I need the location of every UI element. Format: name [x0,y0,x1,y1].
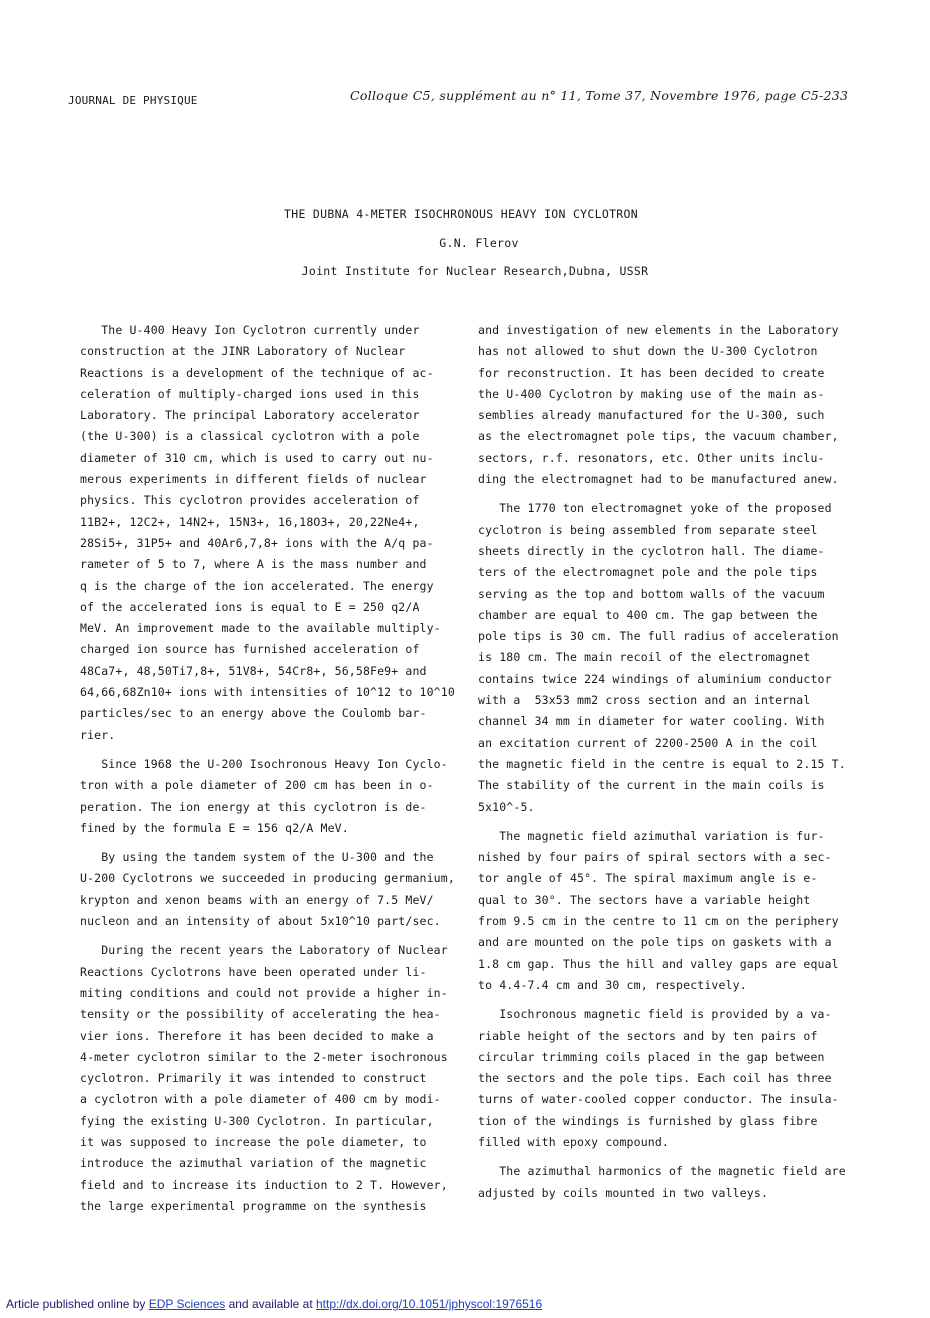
text-line: pole tips is 30 cm. The full radius of acceleration [478,629,839,644]
text-line: ters of the electromagnet pole and the pole tips [478,565,818,580]
text-line: rier. [80,727,116,742]
text-line: The magnetic field azimuthal variation is fur- [478,828,825,843]
text-line: The azimuthal harmonics of the magnetic field are [478,1164,846,1179]
text-line: By using the tandem system of the U-300 and the [80,850,434,865]
right-column-paragraph [478,826,854,996]
right-column-paragraph [478,498,854,817]
text-line: a cyclotron with a pole diameter of 400 cm by modi- [80,1092,441,1107]
text-line: physics. This cyclotron provides acceleration of [80,493,420,508]
text-line: it was supposed to increase the pole diameter, to [80,1134,427,1149]
text-line: vier ions. Therefore it has been decided to make a [80,1028,434,1043]
text-line: circular trimming coils placed in the gap between [478,1049,825,1064]
right-column-paragraph [478,320,854,490]
text-line: with a 53x53 mm2 cross section and an internal [478,693,811,708]
text-line: fined by the formula E = 156 q2/A MeV. [80,820,349,835]
text-line: MeV. An improvement made to the available multiply- [80,621,441,636]
text-line: Reactions is a development of the technique of ac- [80,365,434,380]
text-line: and are mounted on the pole tips on gaskets with a [478,935,832,950]
doi-link[interactable]: http://dx.doi.org/10.1051/jphyscol:1976516 [315,1297,543,1311]
text-line: The 1770 ton electromagnet yoke of the proposed [478,501,832,516]
footer-notice [6,1297,542,1311]
text-line: sheets directly in the cyclotron hall. The diame- [478,543,825,558]
text-line: the large experimental programme on the synthesis [80,1198,427,1213]
text-line: sectors, r.f. resonators, etc. Other units inclu- [478,450,825,465]
text-line: field and to increase its induction to 2 T. However, [80,1177,448,1192]
text-line: as the electromagnet pole tips, the vacuum chamber, [478,429,839,444]
text-line: tor angle of 45°. The spiral maximum angle is e- [478,871,818,886]
text-line: Laboratory. The principal Laboratory accelerator [80,408,420,423]
text-line: (the U-300) is a classical cyclotron with a pole [80,429,420,444]
text-line: chamber are equal to 400 cm. The gap between the [478,607,818,622]
text-line: riable height of the sectors and by ten pairs of [478,1028,818,1043]
text-line: nished by four pairs of spiral sectors with a sec- [478,850,832,865]
text-line: from 9.5 cm in the centre to 11 cm on the periphery [478,914,839,929]
text-line: of the accelerated ions is equal to E = 250 q2/A [80,599,420,614]
publisher-link[interactable]: EDP Sciences [148,1297,226,1311]
text-line: to 4.4-7.4 cm and 30 cm, respectively. [478,977,747,992]
text-line: particles/sec to an energy above the Coulomb bar- [80,706,427,721]
article-affiliation: Joint Institute for Nuclear Research,Dubna, USSR [301,264,649,278]
text-line: ding the electromagnet had to be manufactured anew. [478,472,839,487]
text-line: is 180 cm. The main recoil of the electromagnet [478,650,811,665]
text-line: the magnetic field in the centre is equal to 2.15 T. [478,756,846,771]
text-line: 5x10^-5. [478,799,535,814]
text-line: 48Ca7+, 48,50Ti7,8+, 51V8+, 54Cr8+, 56,58Fe9+ and [80,663,427,678]
text-line: introduce the azimuthal variation of the magnetic [80,1156,427,1171]
text-line: filled with epoxy compound. [478,1134,669,1149]
text-line: 64,66,68Zn10+ ions with intensities of 10^12 to 10^10 [80,685,455,700]
text-line: adjusted by coils mounted in two valleys. [478,1185,769,1200]
text-line: nucleon and an intensity of about 5x10^10 part/sec. [80,914,441,929]
text-line: the sectors and the pole tips. Each coil has three [478,1071,832,1086]
text-line: The stability of the current in the main coils is [478,778,825,793]
text-line: diameter of 310 cm, which is used to carry out nu- [80,450,434,465]
text-line: turns of water-cooled copper conductor. The insula- [478,1092,839,1107]
text-line: tion of the windings is furnished by glass fibre [478,1113,818,1128]
left-column-paragraph [80,940,460,1217]
text-line: Since 1968 the U-200 Isochronous Heavy Ion Cyclo- [80,756,448,771]
text-line: cyclotron. Primarily it was intended to construct [80,1071,427,1086]
footer-middle: and available at [225,1297,316,1311]
text-line: krypton and xenon beams with an energy of 7.5 MeV/ [80,892,434,907]
text-line: tensity or the possibility of accelerating the hea- [80,1007,441,1022]
text-line: merous experiments in different fields of nuclear [80,472,427,487]
text-line: an excitation current of 2200-2500 A in the coil [478,735,818,750]
left-column-paragraph [80,847,460,932]
text-line: 4-meter cyclotron similar to the 2-meter isochronous [80,1049,448,1064]
right-column-paragraph [478,1004,854,1153]
text-line: the U-400 Cyclotron by making use of the main as- [478,386,825,401]
text-line: fying the existing U-300 Cyclotron. In particular, [80,1113,434,1128]
text-line: charged ion source has furnished acceleration of [80,642,420,657]
text-line: contains twice 224 windings of aluminium conductor [478,671,832,686]
text-line: rameter of 5 to 7, where A is the mass number and [80,557,427,572]
text-line: qual to 30°. The sectors have a variable height [478,892,811,907]
text-line: cyclotron is being assembled from separate steel [478,522,818,537]
text-line: 1.8 cm gap. Thus the hill and valley gaps are equal [478,956,839,971]
text-line: and investigation of new elements in the Laboratory [478,323,839,337]
text-line: tron with a pole diameter of 200 cm has been in o- [80,778,434,793]
right-column-paragraph [478,1161,854,1204]
text-line: During the recent years the Laboratory of Nuclear [80,943,448,958]
text-line: Reactions Cyclotrons have been operated under li- [80,964,427,979]
text-line: has not allowed to shut down the U-300 Cyclotron [478,344,818,359]
left-column-paragraph [80,754,460,839]
left-column-paragraph [80,320,460,746]
text-line: for reconstruction. It has been decided to create [478,365,825,380]
text-line: q is the charge of the ion accelerated. The energy [80,578,434,593]
text-line: channel 34 mm in diameter for water cooling. With [478,714,825,729]
text-line: construction at the JINR Laboratory of Nuclear [80,344,406,359]
right-column [478,320,854,1212]
text-line: semblies already manufactured for the U-300, such [478,408,825,423]
article-title: THE DUBNA 4-METER ISOCHRONOUS HEAVY ION CYCLOTRON [284,207,638,221]
text-line: serving as the top and bottom walls of the vacuum [478,586,825,601]
text-line: 28Si5+, 31P5+ and 40Ar6,7,8+ ions with the A/q pa- [80,535,434,550]
text-line: Isochronous magnetic field is provided by a va- [478,1007,832,1022]
citation-line: Colloque C5, supplément au n° 11, Tome 37, Novembre 1976, page C5-233 [350,88,849,103]
text-line: celeration of multiply-charged ions used in this [80,386,420,401]
text-line: U-200 Cyclotrons we succeeded in producing germanium, [80,871,455,886]
journal-name: JOURNAL DE PHYSIQUE [68,94,198,107]
text-line: The U-400 Heavy Ion Cyclotron currently under [80,323,420,337]
article-author: G.N. Flerov [439,236,519,250]
text-line: peration. The ion energy at this cyclotron is de- [80,799,427,814]
text-line: miting conditions and could not provide a higher in- [80,985,448,1000]
footer-prefix: Article published online by [6,1297,149,1311]
text-line: 11B2+, 12C2+, 14N2+, 15N3+, 16,18O3+, 20,22Ne4+, [80,514,420,529]
left-column [80,320,460,1225]
